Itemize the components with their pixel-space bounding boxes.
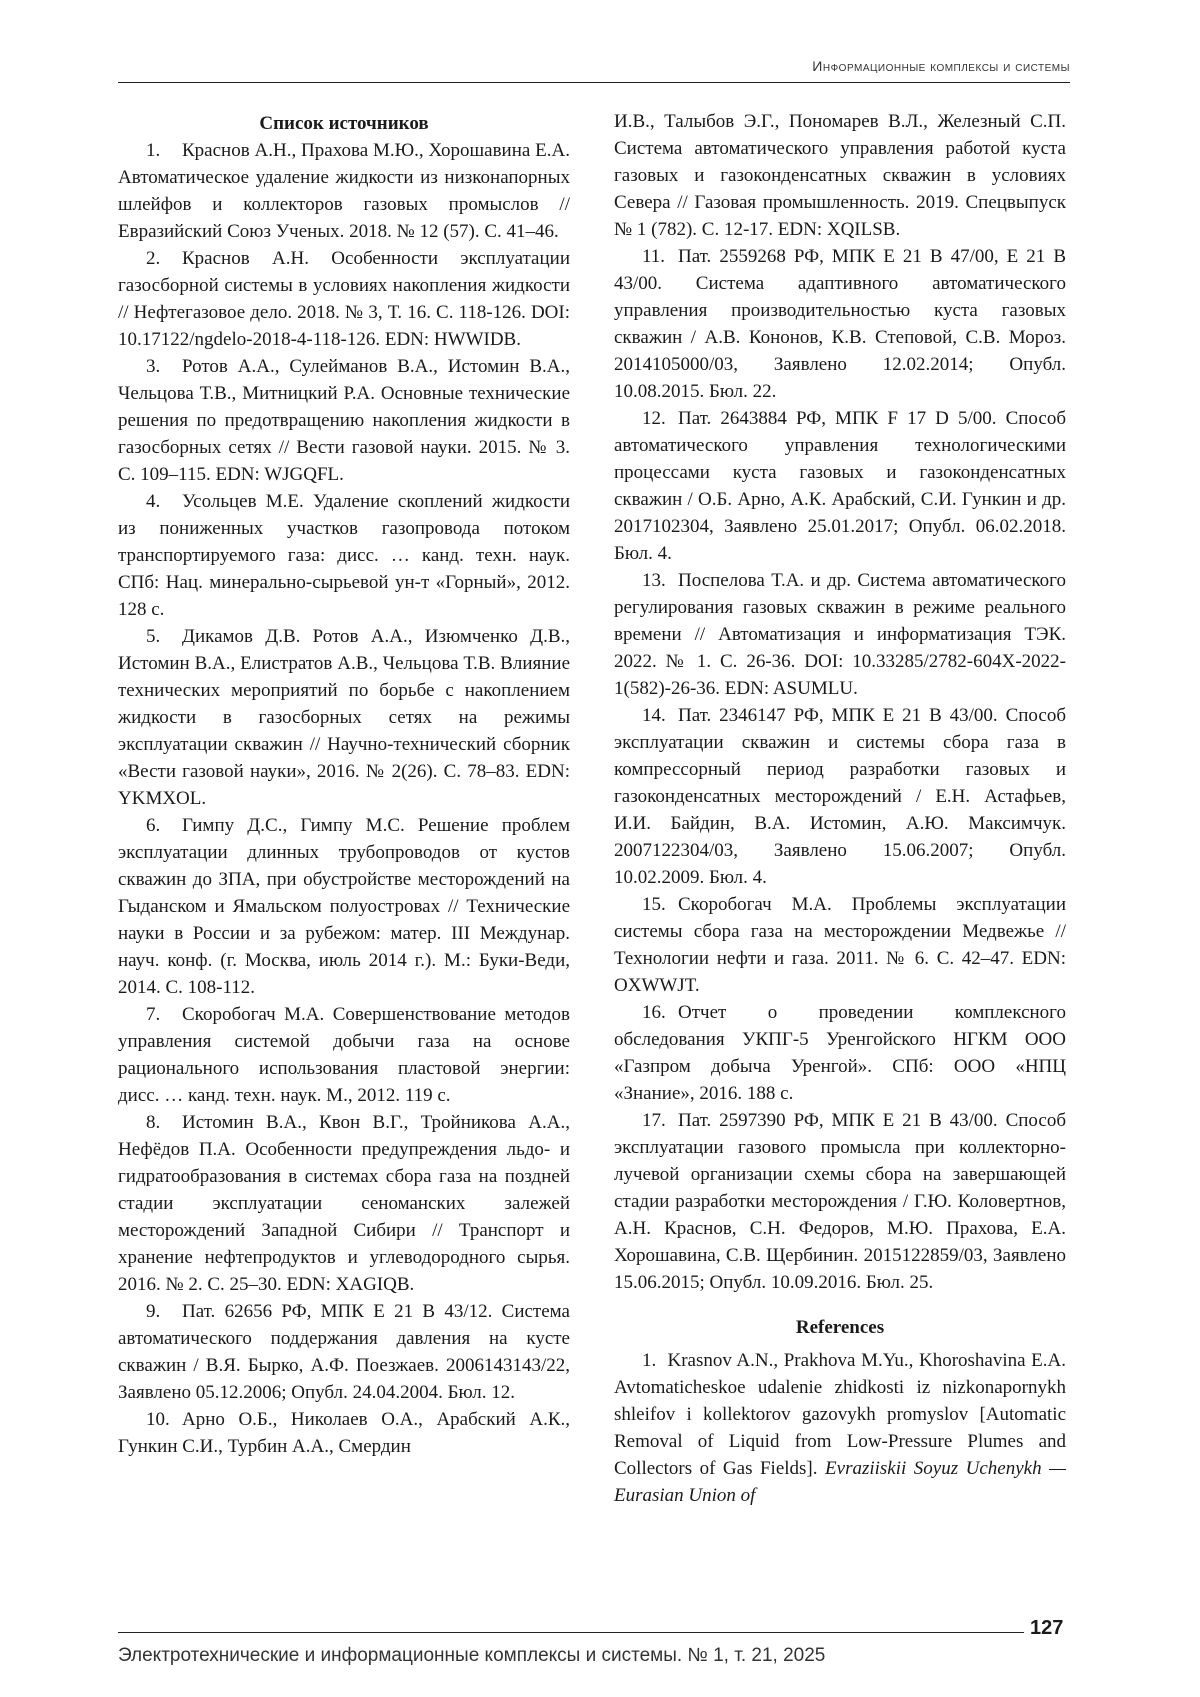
reference-text: Скоробогач М.А. Проблемы эксплуатации системы сбора газа на месторождении Медвежье // Технологии нефти и газа. 2011. № 6. С. 42–47. EDN: OXWWJT. (614, 894, 1066, 996)
reference-text: Краснов А.Н. Особенности эксплуатации газосборной системы в условиях накопления жидкости // Нефтегазовое дело. 2018. № 3, Т. 16. С. 118-126. DOI: 10.17122/ngdelo-2018-4-118-126. EDN: HWWIDB. (118, 248, 570, 350)
journal-footer: Электротехнические и информационные комплексы и системы. № 1, т. 21, 2025 (118, 1645, 825, 1667)
reference-item (614, 891, 1066, 999)
right-column (614, 108, 1066, 1509)
reference-item (118, 1001, 570, 1109)
page-number: 127 (1030, 1617, 1063, 1640)
reference-item (118, 1406, 570, 1460)
sources-title: Список источников (118, 110, 570, 137)
reference-number: 2. (146, 245, 182, 272)
reference-text: Арно О.Б., Николаев О.А., Арабский А.К., Гункин С.И., Турбин А.А., Смердин (118, 1409, 570, 1457)
reference-number: 8. (146, 1109, 182, 1136)
reference-text: Усольцев М.Е. Удаление скоплений жидкости из пониженных участков газопровода потоком транспортируемого газа: дисс. … канд. техн. наук. СПб: Нац. минерально-сырьевой ун-т «Горный», 2012. 128 с. (118, 491, 570, 620)
left-column (118, 110, 570, 1460)
reference-text: Пат. 2643884 РФ, МПК F 17 D 5/00. Способ автоматического управления технологическими процессами куста газовых и газоконденсатных скважин / О.Б. Арно, А.К. Арабский, С.И. Гункин и др. 2017102304, Заявлено 25.01.2017; Опубл. 06.02.2018. Бюл. 4. (614, 408, 1066, 564)
en-reference-1-number: 1. (642, 1350, 656, 1371)
reference-item (614, 999, 1066, 1107)
reference-item (118, 353, 570, 488)
en-reference-1 (614, 1347, 1066, 1509)
reference-10-continuation: И.В., Талыбов Э.Г., Пономарев В.Л., Железный С.П. Система автоматического управления работой куста газовых и газоконденсатных скважин в условиях Севера // Газовая промышленность. 2019. Спецвыпуск № 1 (782). С. 12-17. EDN: XQILSB. (614, 108, 1066, 243)
reference-item (614, 405, 1066, 567)
running-head: Информационные комплексы и системы (812, 58, 1070, 74)
reference-item (614, 1107, 1066, 1296)
reference-text: Ротов А.А., Сулейманов В.А., Истомин В.А., Чельцова Т.В., Митницкий Р.А. Основные технические решения по предотвращению накопления жидкости в газосборных сетях // Вести газовой науки. 2015. № 3. С. 109–115. EDN: WJGQFL. (118, 356, 570, 485)
en-reference-1-journal: Evraziiskii Soyuz Uchenykh — Eurasian Union of (614, 1458, 1066, 1506)
reference-number: 14. (642, 702, 678, 729)
reference-item (118, 137, 570, 245)
reference-number: 5. (146, 623, 182, 650)
reference-item (118, 1109, 570, 1298)
reference-text: Пат. 2597390 РФ, МПК Е 21 В 43/00. Способ эксплуатации газового промысла при коллекторно-лучевой организации схемы сбора на завершающей стадии разработки месторождения / Г.Ю. Коловертнов, А.Н. Краснов, С.Н. Федоров, М.Ю. Прахова, Е.А. Хорошавина, С.В. Щербинин. 2015122859/03, Заявлено 15.06.2015; Опубл. 10.09.2016. Бюл. 25. (614, 1110, 1066, 1293)
reference-number: 13. (642, 567, 678, 594)
footer-rule (118, 1632, 1024, 1633)
reference-text: Краснов А.Н., Прахова М.Ю., Хорошавина Е.А. Автоматическое удаление жидкости из низконапорных шлейфов и коллекторов газовых промыслов // Евразийский Союз Ученых. 2018. № 12 (57). С. 41–46. (118, 140, 570, 242)
reference-number: 9. (146, 1298, 182, 1325)
reference-number: 11. (642, 243, 678, 270)
reference-list-left (118, 137, 570, 1460)
references-title: References (614, 1314, 1066, 1341)
reference-item (118, 1298, 570, 1406)
reference-item (614, 243, 1066, 405)
reference-item (118, 245, 570, 353)
reference-item (118, 623, 570, 812)
reference-item (614, 702, 1066, 891)
reference-item (118, 488, 570, 623)
reference-text: Гимпу Д.С., Гимпу М.С. Решение проблем эксплуатации длинных трубопроводов от кустов скважин до ЗПА, при обустройстве месторождений на Гыданском и Ямальском полуостровах // Технические науки в России и за рубежом: матер. III Междунар. науч. конф. (г. Москва, июль 2014 г.). М.: Буки-Веди, 2014. С. 108-112. (118, 815, 570, 998)
reference-number: 3. (146, 353, 182, 380)
reference-text: Поспелова Т.А. и др. Система автоматического регулирования газовых скважин в режиме реального времени // Автоматизация и информатизация ТЭК. 2022. № 1. С. 26-36. DOI: 10.33285/2782-604X-2022-1(582)-26-36. EDN: ASUMLU. (614, 570, 1066, 699)
reference-list-right (614, 243, 1066, 1296)
reference-text: Дикамов Д.В. Ротов А.А., Изюмченко Д.В., Истомин В.А., Елистратов А.В., Чельцова Т.В. Влияние технических мероприятий по борьбе с накоплением жидкости в газосборных сетях на режимы эксплуатации скважин // Научно-технический сборник «Вести газовой науки», 2016. № 2(26). С. 78–83. EDN: YKMXOL. (118, 626, 570, 809)
reference-number: 15. (642, 891, 678, 918)
reference-text: Скоробогач М.А. Совершенствование методов управления системой добычи газа на основе рационального использования пластовой энергии: дисс. … канд. техн. наук. М., 2012. 119 с. (118, 1004, 570, 1106)
reference-item (614, 567, 1066, 702)
reference-text: Отчет о проведении комплексного обследования УКПГ-5 Уренгойского НГКМ ООО «Газпром добыча Уренгой». СПб: ООО «НПЦ «Знание», 2016. 188 с. (614, 1002, 1066, 1104)
reference-text: Истомин В.А., Квон В.Г., Тройникова А.А., Нефёдов П.А. Особенности предупреждения льдо- и гидратообразования в системах сбора газа на поздней стадии эксплуатации сеноманских залежей месторождений Западной Сибири // Транспорт и хранение нефтепродуктов и углеводородного сырья. 2016. № 2. С. 25–30. EDN: XAGIQB. (118, 1112, 570, 1295)
reference-text: Пат. 2559268 РФ, МПК Е 21 В 47/00, Е 21 В 43/00. Система адаптивного автоматического управления производительностью куста газовых скважин / А.В. Кононов, К.В. Степовой, С.В. Мороз. 2014105000/03, Заявлено 12.02.2014; Опубл. 10.08.2015. Бюл. 22. (614, 246, 1066, 402)
header-rule (118, 82, 1070, 83)
reference-text: Пат. 2346147 РФ, МПК Е 21 В 43/00. Способ эксплуатации скважин и системы сбора газа в компрессорный период разработки газовых и газоконденсатных месторождений / Е.Н. Астафьев, И.И. Байдин, В.А. Истомин, А.Ю. Максимчук. 2007122304/03, Заявлено 15.06.2007; Опубл. 10.02.2009. Бюл. 4. (614, 705, 1066, 888)
reference-number: 17. (642, 1107, 678, 1134)
reference-item (118, 812, 570, 1001)
en-reference-1-text: Krasnov A.N., Prakhova M.Yu., Khoroshavina E.A. Avtomaticheskoe udalenie zhidkosti iz nizkonapornykh shleifov i kollektorov gazovykh promyslov [Automatic Removal of Liquid from Low-Pressure Plumes and Collectors of Gas Fields]. (614, 1350, 1066, 1479)
reference-number: 4. (146, 488, 182, 515)
reference-number: 10. (146, 1406, 182, 1433)
reference-number: 16. (642, 999, 678, 1026)
reference-text: Пат. 62656 РФ, МПК Е 21 В 43/12. Система автоматического поддержания давления на кусте скважин / В.Я. Бырко, А.Ф. Поезжаев. 2006143143/22, Заявлено 05.12.2006; Опубл. 24.04.2004. Бюл. 12. (118, 1301, 570, 1403)
reference-number: 1. (146, 137, 182, 164)
reference-number: 12. (642, 405, 678, 432)
reference-number: 6. (146, 812, 182, 839)
reference-number: 7. (146, 1001, 182, 1028)
